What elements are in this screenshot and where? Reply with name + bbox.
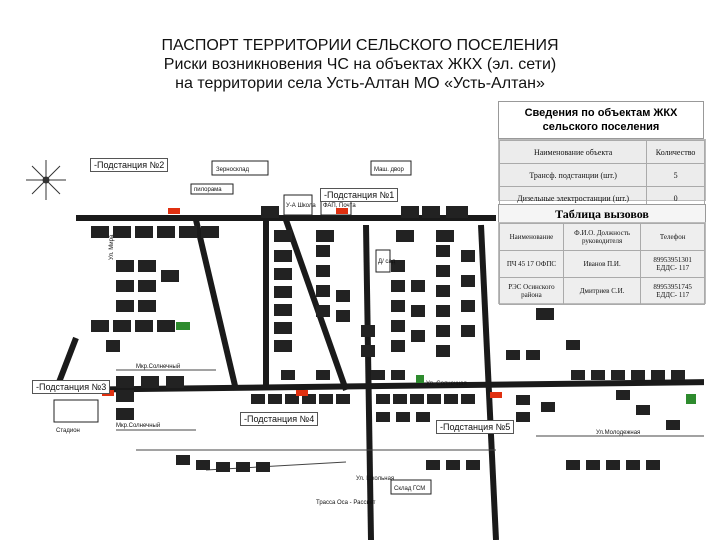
table-row bbox=[500, 251, 705, 278]
title-line-2: Риски возникновения ЧС на объектах ЖКХ (эл. сети) bbox=[163, 56, 557, 73]
stadium bbox=[54, 400, 98, 422]
street-mkr2-label: Мкр.Солнечный bbox=[116, 423, 161, 429]
compass-icon bbox=[26, 160, 66, 200]
street-shkolnaya-label: Ул. Школьная bbox=[356, 476, 395, 482]
grain-store-label: Зерносклад bbox=[216, 167, 249, 173]
substation-4-label: -Подстанция №4 bbox=[240, 412, 318, 426]
call-phone: 89953951745 ЕДДС- 117 bbox=[641, 278, 705, 305]
table-header-row bbox=[500, 224, 705, 251]
object-name: Дизельные электростанции (шт.) bbox=[500, 187, 647, 210]
table-header-row bbox=[500, 141, 705, 164]
object-name: Трансф. подстанции (шт.) bbox=[500, 164, 647, 187]
zhkh-info-title: Сведения по объектам ЖКХ сельского поселения bbox=[498, 101, 704, 139]
road-trassa-label: Трасса Оса - Рассвет bbox=[316, 500, 376, 506]
title-line-3: на территории села Усть-Алтан МО «Усть-Алтан» bbox=[175, 75, 545, 92]
calls-table-title: Таблица вызовов bbox=[498, 204, 706, 224]
substation-5-label: -Подстанция №5 bbox=[436, 420, 514, 434]
fuel-store-label: Склад ГСМ bbox=[394, 486, 426, 492]
street-mira-label: Ул. Мира bbox=[109, 234, 115, 260]
street-molodezhnaya-label: Ул.Молодежная bbox=[596, 430, 641, 436]
school-label: У-А Школа bbox=[286, 203, 316, 209]
substation-2-marker bbox=[168, 208, 180, 214]
substation-4-marker bbox=[296, 390, 308, 396]
street-solnechnaya-label: Ул. Солнечная bbox=[426, 381, 467, 387]
col-name: Наименование bbox=[500, 224, 564, 251]
substation-1-label: -Подстанция №1 bbox=[320, 188, 398, 202]
machine-yard-label: Маш. двор bbox=[374, 167, 404, 173]
col-phone: Телефон bbox=[641, 224, 705, 251]
substation-2-label: -Подстанция №2 bbox=[90, 158, 168, 172]
substation-5-marker bbox=[490, 392, 502, 398]
call-phone: 89953951301 ЕДДС- 117 bbox=[641, 251, 705, 278]
call-name: ПЧ 45 17 ОФПС bbox=[500, 251, 564, 278]
call-person: Иванов П.И. bbox=[563, 251, 640, 278]
object-qty: 0 bbox=[647, 187, 705, 210]
col-object-name: Наименование объекта bbox=[500, 141, 647, 164]
table-row bbox=[500, 164, 705, 187]
object-qty: 5 bbox=[647, 164, 705, 187]
table-row bbox=[500, 278, 705, 305]
kindergarten-label: Д/ сад bbox=[378, 259, 396, 265]
col-quantity: Количество bbox=[647, 141, 705, 164]
street-mkr-label: Мкр.Солнечный bbox=[136, 364, 181, 370]
col-person: Ф.И.О. Должность руководителя bbox=[563, 224, 640, 251]
call-person: Дмитриев С.И. bbox=[563, 278, 640, 305]
road-central bbox=[366, 225, 371, 540]
zhkh-info-table bbox=[498, 139, 706, 201]
road-west-diag bbox=[196, 220, 236, 390]
title-line-1: ПАСПОРТ ТЕРРИТОРИИ СЕЛЬСКОГО ПОСЕЛЕНИЯ bbox=[161, 37, 559, 54]
sawmill-label: пилорама bbox=[194, 187, 222, 193]
substation-3-label: -Подстанция №3 bbox=[32, 380, 110, 394]
call-name: РЭС Осинского района bbox=[500, 278, 564, 305]
page-title bbox=[0, 36, 720, 93]
fap-label: ФАП, Почта bbox=[323, 203, 356, 209]
stadium-label: Стадион bbox=[56, 428, 80, 434]
calls-table bbox=[498, 222, 706, 304]
